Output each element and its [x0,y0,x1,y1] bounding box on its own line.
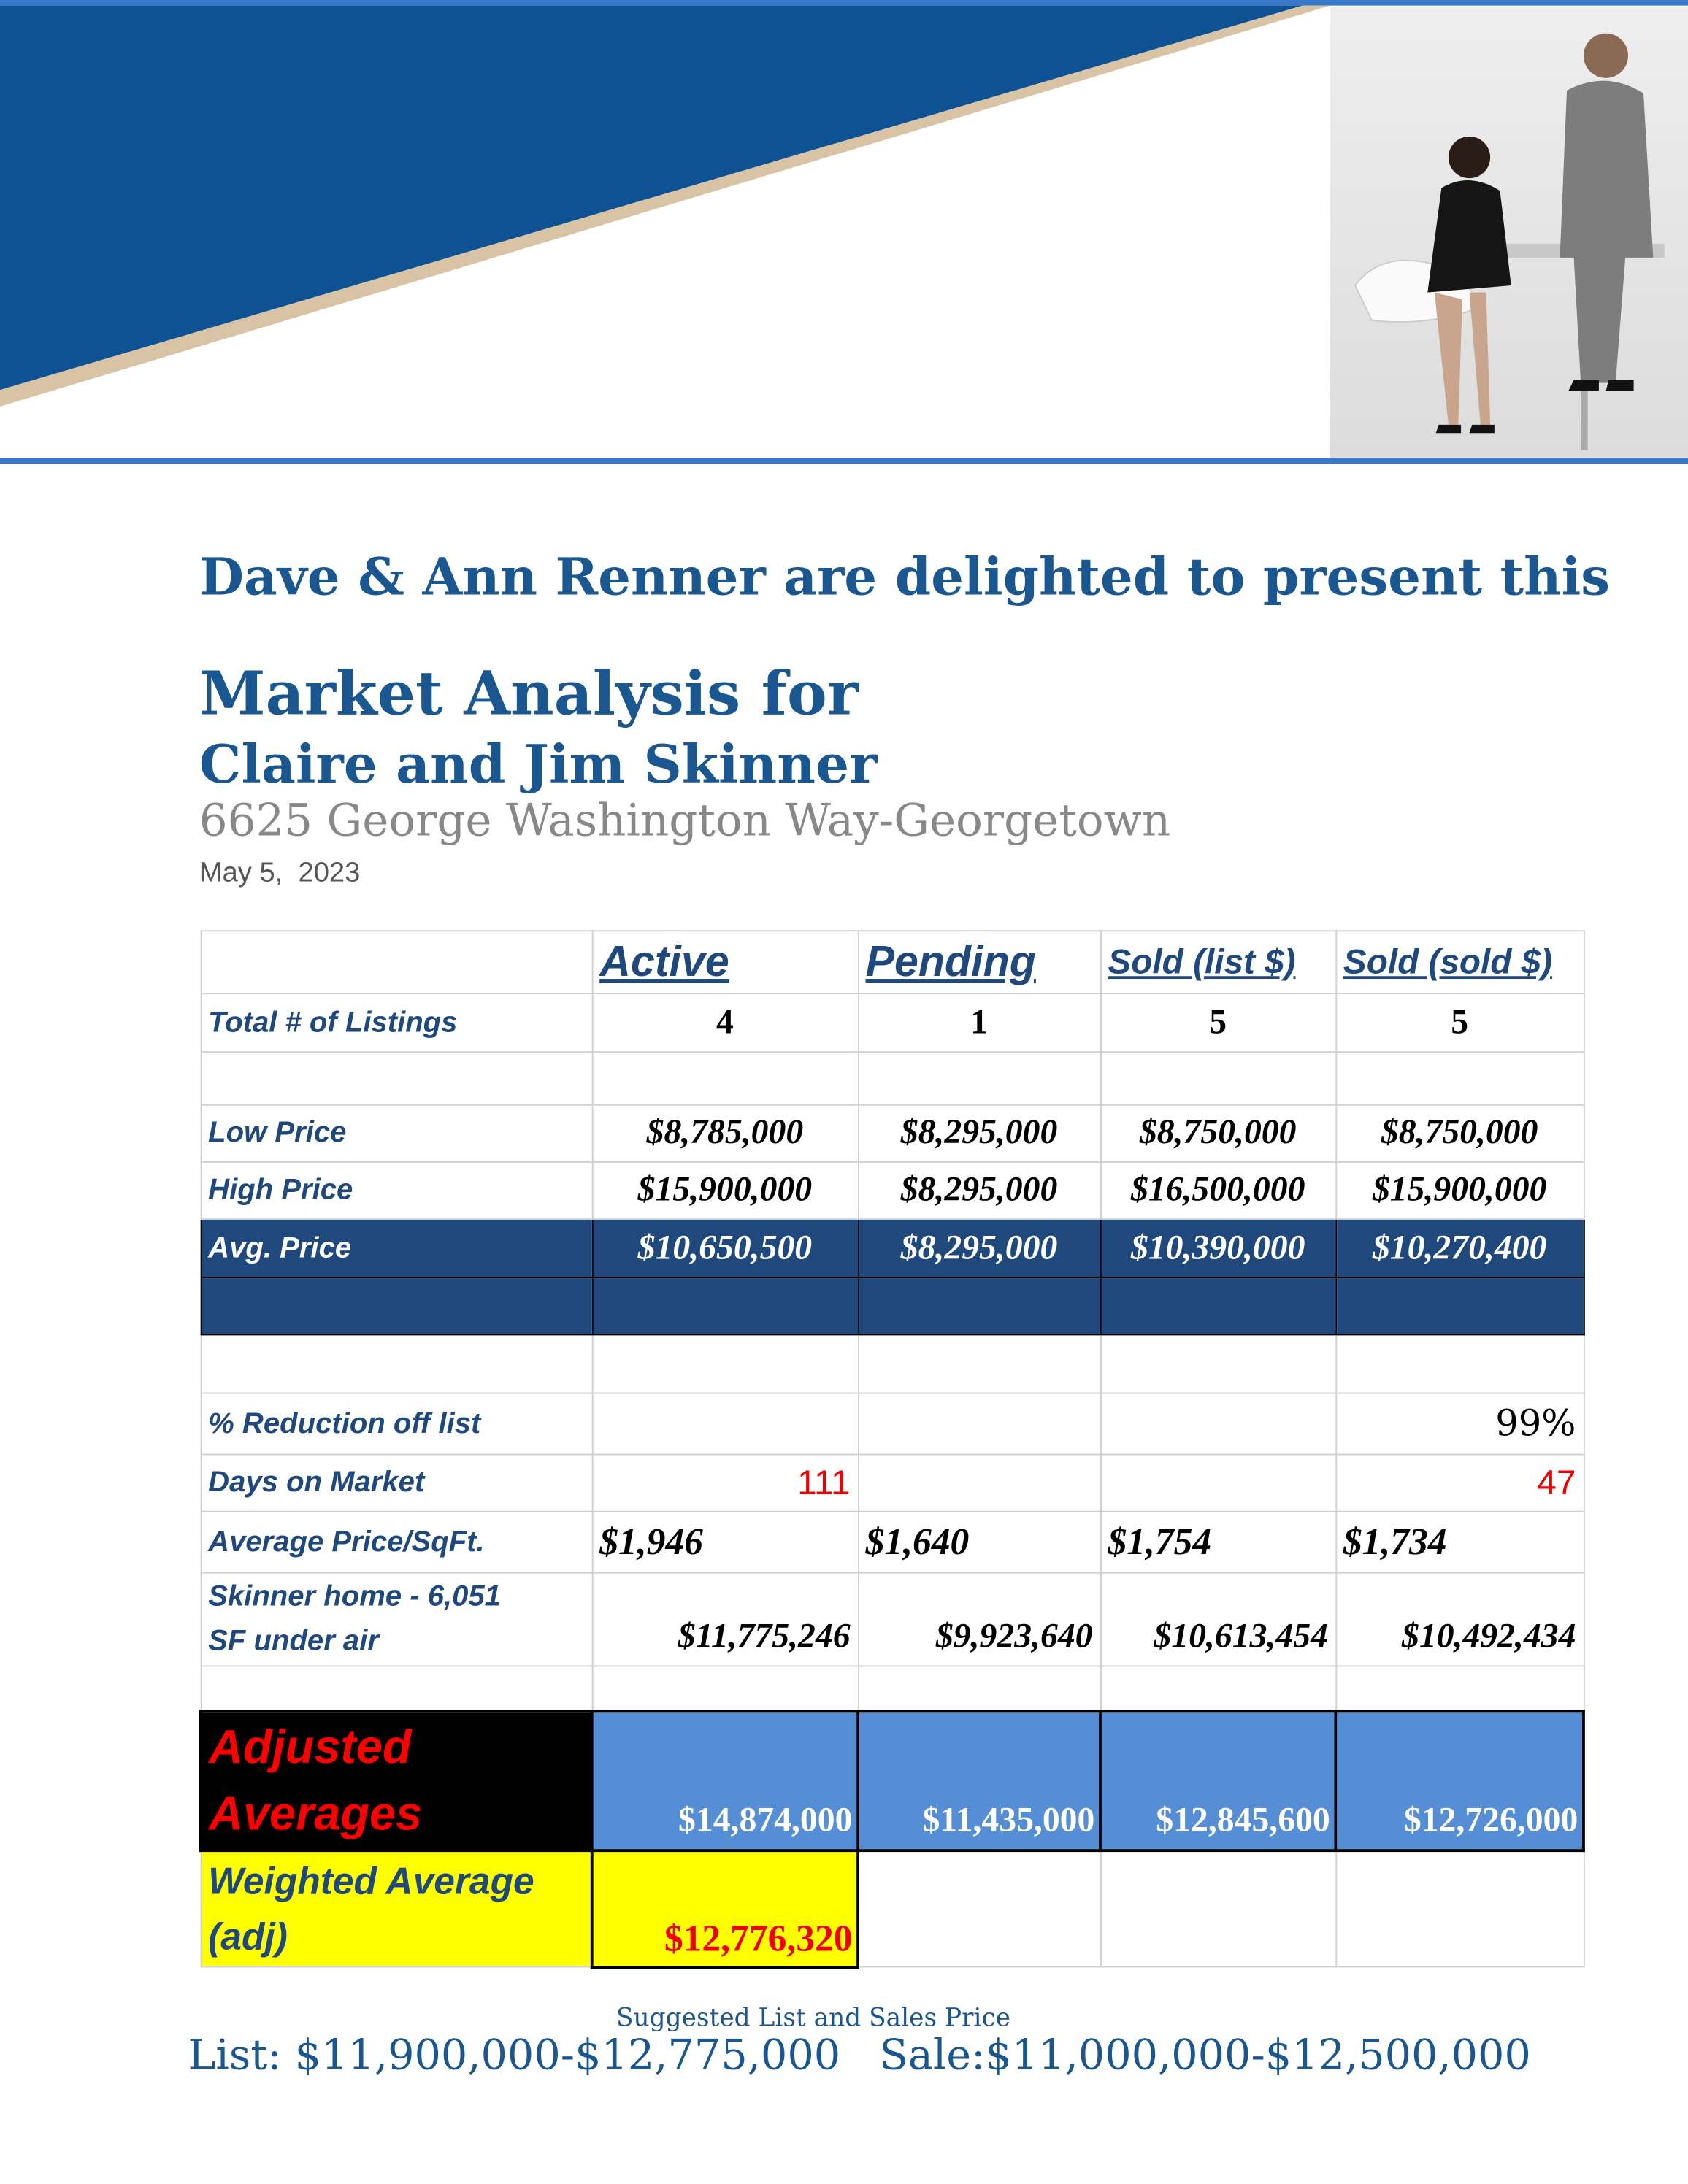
cell: 99% [1335,1393,1584,1455]
cell: $1,754 [1100,1512,1335,1573]
spacer-row [201,1277,1584,1334]
cell: $8,785,000 [592,1105,858,1162]
row-label: Total # of Listings [201,993,592,1052]
row-label: Days on Market [201,1454,592,1511]
row-label: Low Price [201,1105,592,1162]
spacer-row [201,1334,1584,1393]
agents-photo [1330,7,1688,458]
cell: 5 [1100,993,1335,1052]
table-row [201,1573,1584,1666]
row-label: Averages [209,1787,423,1840]
column-header-pending: Pending [858,931,1100,993]
table-row-average [201,1219,1584,1277]
column-header-active: Active [592,931,858,993]
cell: 1 [858,993,1100,1052]
row-label: Skinner home - 6,051 [208,1580,501,1613]
table-row [201,1454,1584,1511]
spacer-row [201,1666,1584,1710]
row-label: Adjusted [209,1720,412,1774]
cell: $11,775,246 [592,1573,858,1666]
cell [858,1393,1100,1455]
cell: $8,295,000 [858,1162,1100,1219]
row-label: SF under air [208,1625,379,1658]
cell: $16,500,000 [1100,1162,1335,1219]
row-label: High Price [201,1162,592,1219]
cell: $14,874,000 [592,1710,858,1850]
column-header-sold-list: Sold (list $) [1100,931,1335,993]
client-name: Claire and Jim Skinner [199,732,878,796]
cell: $1,640 [858,1512,1100,1573]
cell: $8,750,000 [1100,1105,1335,1162]
cell: $12,845,600 [1100,1710,1335,1850]
table-row [201,1393,1584,1455]
cell [1100,1393,1335,1455]
cell: $10,650,500 [592,1219,858,1277]
row-label: Avg. Price [201,1219,592,1277]
table-header-row [201,931,1584,993]
cell: $1,734 [1335,1512,1584,1573]
table-row [201,1512,1584,1573]
cell: $10,390,000 [1100,1219,1335,1277]
market-analysis-table [199,930,1585,1968]
cell: $10,492,434 [1335,1573,1584,1666]
weighted-average-value: $12,776,320 [592,1850,858,1966]
property-address: 6625 George Washington Way-Georgetown [199,793,1171,847]
cell: $10,613,454 [1100,1573,1335,1666]
cell: $8,750,000 [1335,1105,1584,1162]
table-row [201,1105,1584,1162]
spacer-row [201,1052,1584,1104]
table-row [201,993,1584,1052]
cell: $9,923,640 [858,1573,1100,1666]
cell: $10,270,400 [1335,1219,1584,1277]
column-header-sold-sold: Sold (sold $) [1335,931,1584,993]
report-date: May 5, 2023 [199,858,361,889]
suggested-caption: Suggested List and Sales Price [615,2004,1011,2034]
suggested-prices [188,2031,1531,2080]
cell: $11,435,000 [858,1710,1100,1850]
page-title: Market Analysis for [199,660,859,730]
intro-heading: Dave & Ann Renner are delighted to present this [199,545,1611,607]
cell: $15,900,000 [1335,1162,1584,1219]
list-price-range: List: $11,900,000-$12,775,000 [188,2031,841,2080]
cell: $8,295,000 [858,1219,1100,1277]
cell: 4 [592,993,858,1052]
row-label: Average Price/SqFt. [201,1512,592,1573]
cell: $15,900,000 [592,1162,858,1219]
cell: $1,946 [592,1512,858,1573]
table-row-adjusted [201,1710,1584,1850]
cell: 5 [1335,993,1584,1052]
table-row [201,1162,1584,1219]
table-row-weighted [201,1850,1584,1966]
cell: $12,726,000 [1335,1710,1584,1850]
cell: 47 [1335,1454,1584,1511]
cell: 111 [592,1454,858,1511]
row-label: % Reduction off list [201,1393,592,1455]
cell: $8,295,000 [858,1105,1100,1162]
row-label: Weighted Average [208,1860,534,1902]
sale-price-range: Sale:$11,000,000-$12,500,000 [879,2031,1531,2080]
cell [592,1393,858,1455]
row-label: (adj) [208,1915,288,1958]
